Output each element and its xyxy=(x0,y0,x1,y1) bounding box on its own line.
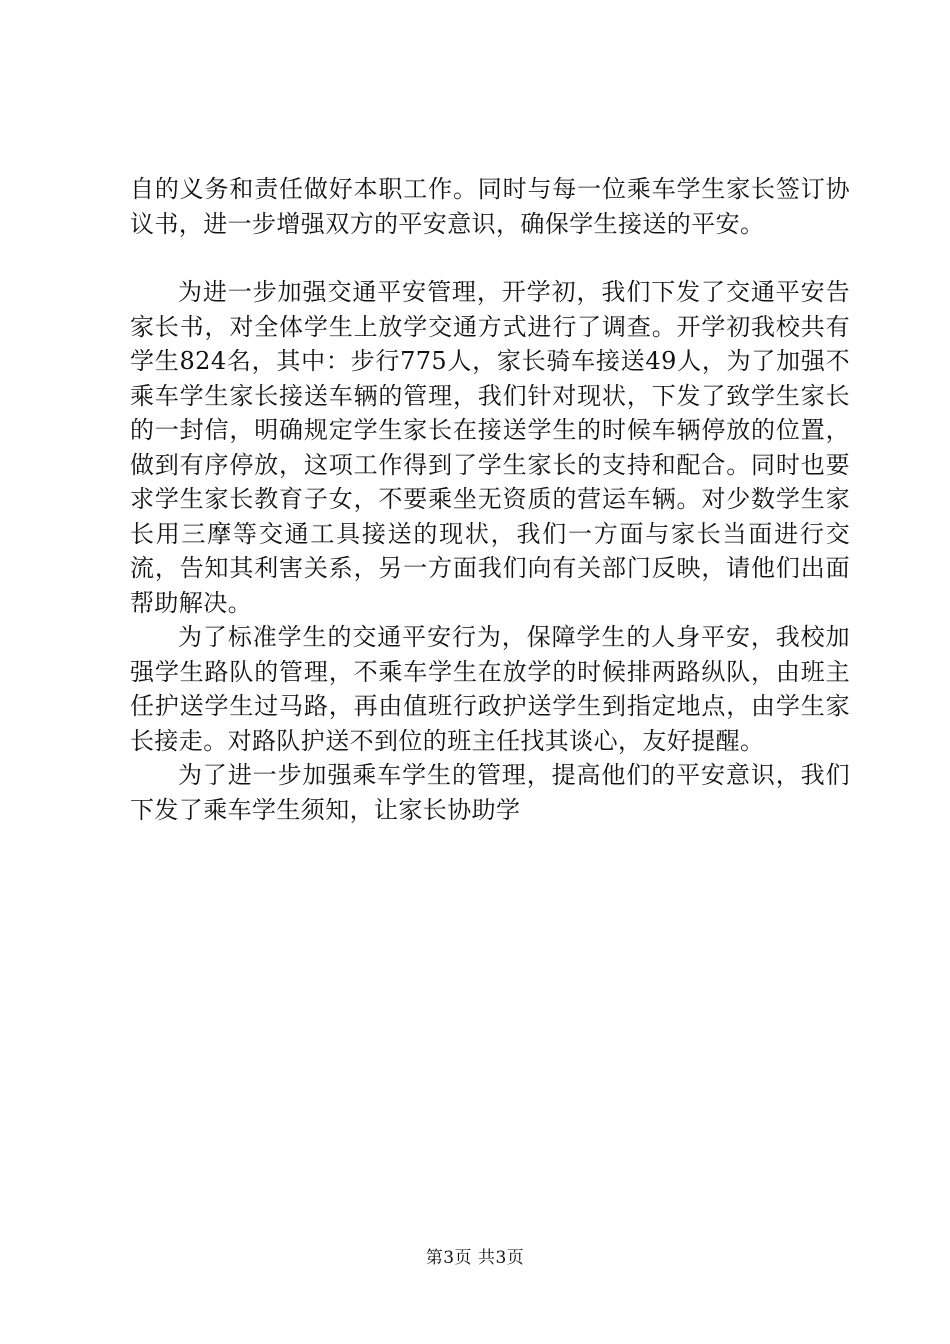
document-body xyxy=(130,172,850,827)
page-number-footer: 第3页 共3页 xyxy=(425,1248,525,1268)
paragraph-bus-students: 为了进一步加强乘车学生的管理，提高他们的平安意识，我们下发了乘车学生须知，让家长协助学 xyxy=(130,761,850,824)
paragraph-traffic-survey: 为进一步加强交通平安管理，开学初，我们下发了交通平安告家长书，对全体学生上放学交通方式进行了调查。开学初我校共有学生824名，其中：步行775人，家长骑车接送49人，为了加强不乘车学生家长接送车辆的管理，我们针对现状，下发了致学生家长的一封信，明确规定学生家长在接送学生的时候车辆停放的位置，做到有序停放，这项工作得到了学生家长的支持和配合。同时也要求学生家长教育子女，不要乘坐无资质的营运车辆。对少数学生家长用三摩等交通工具接送的现状，我们一方面与家长当面进行交流，告知其利害关系，另一方面我们向有关部门反映，请他们出面帮助解决。 xyxy=(130,278,850,617)
paragraph-continuation: 自的义务和责任做好本职工作。同时与每一位乘车学生家长签订协议书，进一步增强双方的平安意识，确保学生接送的平安。 xyxy=(130,175,850,238)
paragraph-road-team: 为了标准学生的交通平安行为，保障学生的人身平安，我校加强学生路队的管理，不乘车学生在放学的时候排两路纵队，由班主任护送学生过马路，再由值班行政护送学生到指定地点，由学生家长接走。对路队护送不到位的班主任找其谈心，友好提醒。 xyxy=(130,623,850,755)
